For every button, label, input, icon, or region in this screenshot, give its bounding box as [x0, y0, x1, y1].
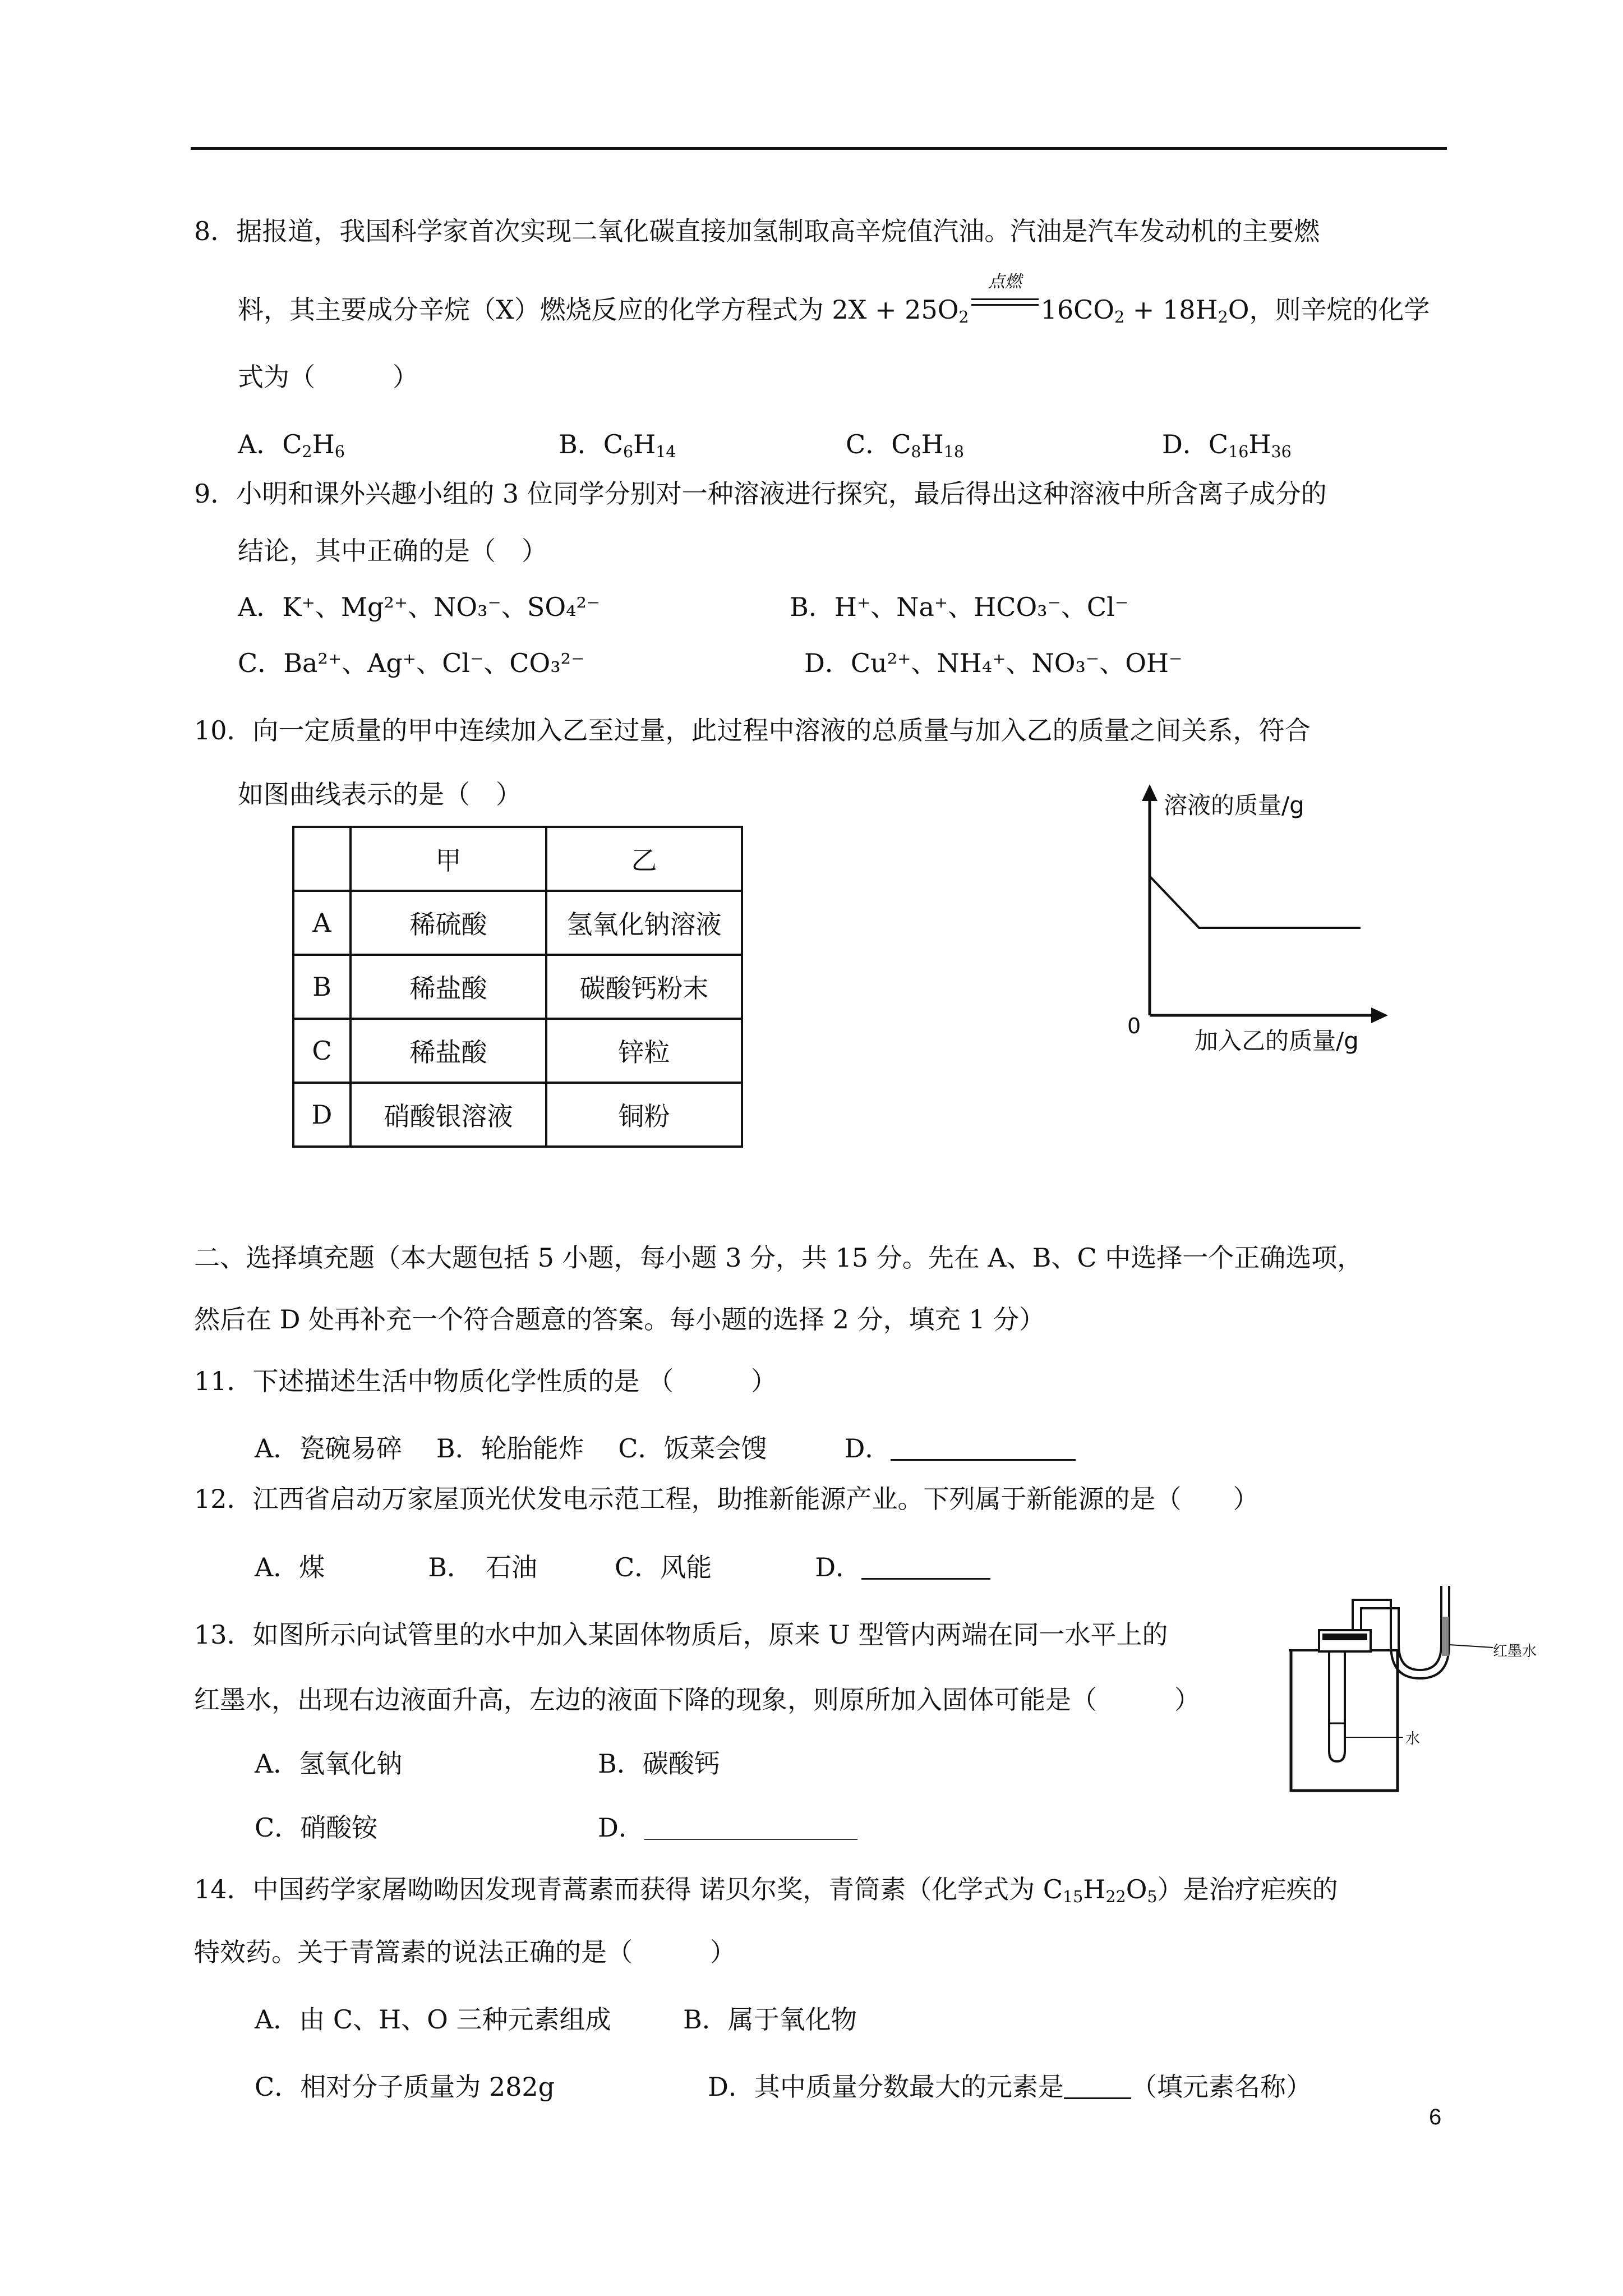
q10-mass-graph: [1110, 780, 1402, 1071]
table-cell: 甲: [351, 827, 546, 891]
reaction-condition: 点燃: [971, 293, 1039, 326]
table-cell: 稀硫酸: [351, 891, 546, 955]
q10-line2: 如图曲线表示的是（ ）: [238, 779, 522, 809]
section2-line2: 然后在 D 处再补充一个符合题意的答案。每小题的选择 2 分，填充 1 分）: [194, 1304, 1045, 1335]
x-axis-arrow: [1371, 1007, 1388, 1023]
table-cell: C: [293, 1019, 351, 1083]
q10-line1: 10．向一定质量的甲中连续加入乙至过量，此过程中溶液的总质量与加入乙的质量之间关系，符合: [194, 715, 1311, 746]
table-cell: 氢氧化钠溶液: [546, 891, 742, 955]
answer-blank[interactable]: [1064, 2072, 1131, 2099]
table-cell: 铜粉: [546, 1083, 742, 1147]
q8-line3: 式为（ ）: [238, 362, 418, 392]
mass-curve: [1150, 876, 1361, 928]
q13-option-d: D．: [598, 1811, 857, 1844]
q14-option-a: A．由 C、H、O 三种元素组成: [255, 2004, 611, 2035]
q9-option-b: B．H⁺、Na⁺、HCO₃⁻、Cl⁻: [790, 592, 1129, 622]
table-row: [293, 891, 742, 955]
q12-options: A．煤 B． 石油 C．风能 D．: [255, 1550, 990, 1584]
table-header-row: [293, 827, 742, 891]
q14-option-d: D．其中质量分数最大的元素是 （填元素名称）: [708, 2072, 1312, 2102]
header-rule: [191, 147, 1447, 150]
q14-option-c: C．相对分子质量为 282g: [255, 2072, 555, 2102]
table-cell: A: [293, 891, 351, 955]
table-cell: 稀盐酸: [351, 1019, 546, 1083]
q9-line1: 9．小明和课外兴趣小组的 3 位同学分别对一种溶液进行探究，最后得出这种溶液中所含离子成分的: [194, 478, 1327, 509]
q9-option-d: D．Cu²⁺、NH₄⁺、NO₃⁻、OH⁻: [804, 648, 1183, 678]
q13-line1: 13．如图所示向试管里的水中加入某固体物质后，原来 U 型管内两端在同一水平上的: [194, 1619, 1168, 1650]
q13-line2: 红墨水，出现右边液面升高，左边的液面下降的现象，则原所加入固体可能是（ ）: [194, 1685, 1200, 1715]
table-cell: 稀盐酸: [351, 955, 546, 1019]
table-cell: B: [293, 955, 351, 1019]
q8-option-c: C．$C_8H_{18}$: [846, 429, 964, 462]
q13-option-c: C．硝酸铵: [255, 1812, 378, 1843]
table-row: [293, 955, 742, 1019]
y-axis-label: 溶液的质量/g: [1164, 792, 1304, 819]
q14-line1: 14．中国药学家屠呦呦因发现青蒿素而获得 诺贝尔奖，青筒素（化学式为 $C_{15}H_{22}O_5$）是治疗疟疾的: [194, 1874, 1338, 1907]
q9-option-c: C．Ba²⁺、Ag⁺、Cl⁻、CO₃²⁻: [238, 648, 585, 678]
answer-blank[interactable]: [644, 1813, 857, 1840]
section2-line1: 二、选择填充题（本大题包括 5 小题，每小题 3 分，共 15 分。先在 A、B、C 中选择一个正确选项，: [194, 1243, 1363, 1273]
q12-line1: 12．江西省启动万家屋顶光伏发电示范工程，助推新能源产业。下列属于新能源的是（ ）: [194, 1484, 1259, 1514]
q8-option-b: B．$C_6H_{14}$: [559, 429, 676, 462]
table-row: [293, 1019, 742, 1083]
table-cell: 锌粒: [546, 1019, 742, 1083]
stopper: [1319, 1630, 1371, 1651]
q8-option-d: D．$C_{16}H_{36}$: [1162, 429, 1292, 462]
q11-options: A．瓷碗易碎 B．轮胎能炸 C．饭菜会馊 D．: [255, 1432, 1076, 1465]
q13-apparatus-diagram: [1269, 1583, 1538, 1807]
q10-table: [292, 826, 743, 1148]
q8-line1: 8．据报道，我国科学家首次实现二氧化碳直接加氢制取高辛烷值汽油。汽油是汽车发动机的主要燃: [194, 216, 1320, 246]
q9-option-a: A．K⁺、Mg²⁺、NO₃⁻、SO₄²⁻: [238, 592, 601, 622]
table-cell: 硝酸银溶液: [351, 1083, 546, 1147]
q14-line2: 特效药。关于青篙素的说法正确的是（ ）: [194, 1937, 736, 1967]
q8-line2: 料，其主要成分辛烷（X）燃烧反应的化学方程式为 $2X + 25O_2$ 点燃 $16CO_2 + 18H_2O$，则辛烷的化学: [238, 272, 1430, 327]
table-cell: D: [293, 1083, 351, 1147]
q13-option-b: B．碳酸钙: [598, 1749, 720, 1779]
red-ink-level: [1442, 1617, 1449, 1656]
origin-label: 0: [1127, 1014, 1141, 1038]
q11-line1: 11．下述描述生活中物质化学性质的是 （ ）: [194, 1366, 777, 1396]
q9-line2: 结论，其中正确的是（ ）: [238, 536, 547, 566]
q14-option-b: B．属于氧化物: [683, 2004, 857, 2035]
table-cell: 碳酸钙粉末: [546, 955, 742, 1019]
answer-blank[interactable]: [891, 1433, 1076, 1461]
table-cell: [293, 827, 351, 891]
table-cell: 乙: [546, 827, 742, 891]
q8-option-a: A．$C_2H_6$: [238, 429, 345, 462]
water-label: 水: [1405, 1731, 1421, 1747]
red-ink-label: 红墨水: [1493, 1643, 1537, 1660]
answer-blank[interactable]: [861, 1552, 990, 1580]
q13-option-a: A．氢氧化钠: [255, 1749, 403, 1779]
x-axis-label: 加入乙的质量/g: [1195, 1027, 1359, 1055]
page-number: 6: [1429, 2105, 1442, 2129]
test-tube: [1329, 1650, 1345, 1761]
table-row: [293, 1083, 742, 1147]
y-axis-arrow: [1142, 784, 1158, 801]
